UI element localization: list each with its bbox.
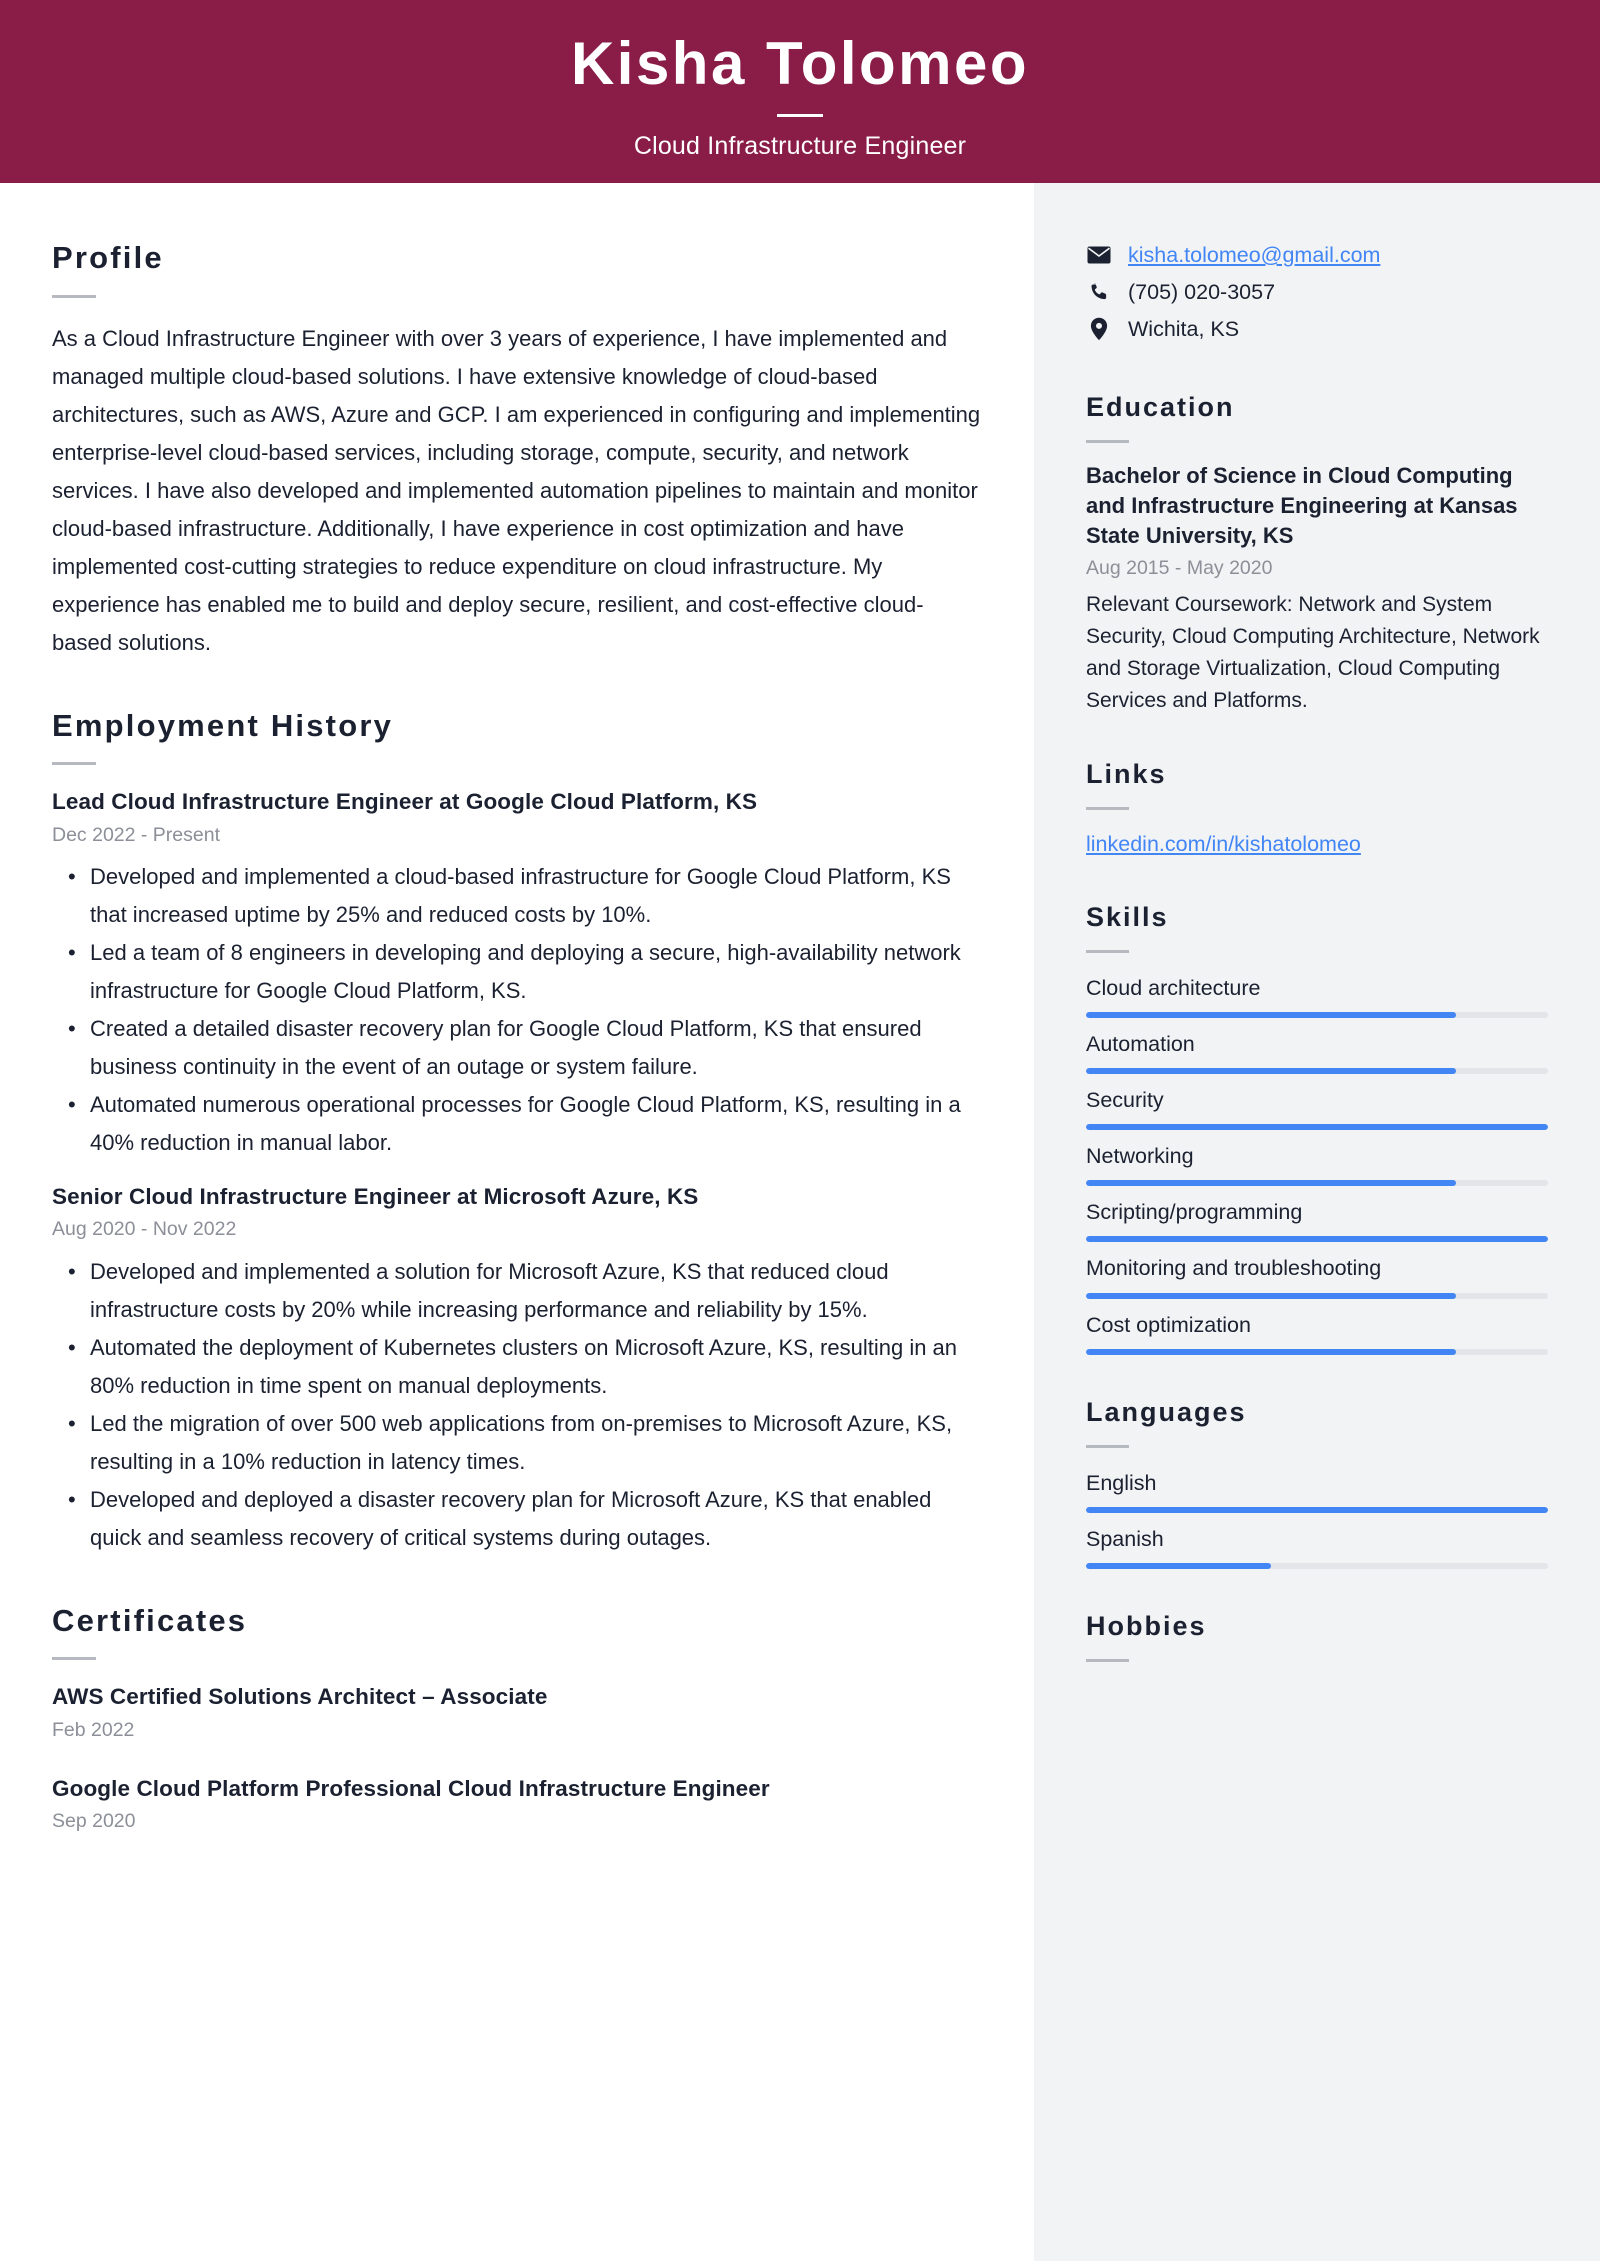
section-rule: [52, 295, 96, 298]
skill-label: Automation: [1086, 1032, 1195, 1057]
language-bar-fill: [1086, 1507, 1548, 1513]
contact-row-email[interactable]: [1086, 240, 1548, 270]
job-title: Lead Cloud Infrastructure Engineer at Google Cloud Platform, KS: [52, 789, 758, 815]
section-certificates: [52, 1603, 982, 1836]
section-education: [1086, 392, 1548, 716]
header-divider: [777, 114, 823, 117]
section-rule: [52, 762, 96, 765]
section-heading-links: Links: [1086, 758, 1167, 789]
language-bar-track: [1086, 1563, 1548, 1569]
certificate-title: AWS Certified Solutions Architect – Associate: [52, 1684, 548, 1710]
job-bullet: • Automated the deployment of Kubernetes clusters on Microsoft Azure, KS, resulting in an 80% reduction in time spent on manual deployments.: [52, 1329, 982, 1405]
certificate-date: Sep 2020: [52, 1810, 136, 1833]
job-bullet-list: [52, 858, 982, 1162]
skill-label: Security: [1086, 1088, 1164, 1113]
skill-bar-track: [1086, 1068, 1548, 1074]
location-text: Wichita, KS: [1128, 317, 1240, 342]
section-rule: [1086, 1445, 1129, 1448]
job-bullet: • Automated numerous operational processes for Google Cloud Platform, KS, resulting in a 40% reduction in manual labor.: [52, 1086, 982, 1162]
job-bullet: • Developed and implemented a cloud-based infrastructure for Google Cloud Platform, KS that increased uptime by 25% and reduced costs by 10%.: [52, 858, 982, 934]
skill-label: Cloud architecture: [1086, 975, 1261, 1000]
certificate-title: Google Cloud Platform Professional Cloud Infrastructure Engineer: [52, 1775, 770, 1801]
skill-label: Monitoring and troubleshooting: [1086, 1256, 1382, 1281]
section-skills: [1086, 902, 1548, 1355]
section-rule: [1086, 950, 1129, 953]
language-item: [1086, 1468, 1548, 1513]
envelope-icon: [1086, 246, 1112, 264]
education-date: Aug 2015 - May 2020: [1086, 557, 1273, 580]
job-bullet: • Developed and deployed a disaster recovery plan for Microsoft Azure, KS that enabled quick and seamless recovery of critical systems during outages.: [52, 1481, 982, 1557]
sidebar-column: [1034, 183, 1600, 2261]
language-item: [1086, 1524, 1548, 1569]
phone-icon: [1086, 281, 1112, 303]
resume-body: [0, 183, 1600, 2261]
section-heading-languages: Languages: [1086, 1396, 1247, 1427]
job-bullet: • Developed and implemented a solution for Microsoft Azure, KS that reduced cloud infrastructure costs by 20% while increasing performance and reliability by 15%.: [52, 1253, 982, 1329]
section-heading-hobbies: Hobbies: [1086, 1610, 1207, 1641]
certificate-entry: [52, 1774, 982, 1836]
section-heading-skills: Skills: [1086, 901, 1169, 932]
employment-entry: [52, 1182, 982, 1557]
section-languages: [1086, 1397, 1548, 1569]
language-bar-track: [1086, 1507, 1548, 1513]
job-bullet: • Created a detailed disaster recovery plan for Google Cloud Platform, KS that ensured business continuity in the event of an outage or system failure.: [52, 1010, 982, 1086]
main-column: [0, 183, 1034, 2261]
skill-item: [1086, 1141, 1548, 1186]
skill-label: Scripting/programming: [1086, 1200, 1303, 1225]
skill-item: [1086, 973, 1548, 1018]
job-title: Senior Cloud Infrastructure Engineer at Microsoft Azure, KS: [52, 1183, 699, 1209]
certificate-date: Feb 2022: [52, 1718, 135, 1741]
employment-entry: [52, 787, 982, 1162]
skill-bar-track: [1086, 1349, 1548, 1355]
profile-paragraph: As a Cloud Infrastructure Engineer with over 3 years of experience, I have implemented and managed multiple cloud-based solutions. I have extensive knowledge of cloud-based architectures, such as AWS, Azure and GCP. I am experienced in configuring and implementing enterprise-level cloud-based services, including storage, compute, security, and network services. I have also developed and implemented automation pipelines to maintain and monitor cloud-based infrastructure. Additionally, I have experience in cost optimization and have implemented cost-cutting strategies to reduce expenditure on cloud infrastructure. My experience has enabled me to build and deploy secure, resilient, and cost-effective cloud-based solutions.: [52, 325, 981, 655]
section-rule: [1086, 1659, 1129, 1662]
education-description: Relevant Coursework: Network and System Security, Cloud Computing Architecture, Network and Storage Virtualization, Cloud Computing Services and Platforms.: [1086, 592, 1540, 712]
skill-item: [1086, 1310, 1548, 1355]
skill-bar-fill: [1086, 1068, 1456, 1074]
section-heading-certificates: Certificates: [52, 1602, 248, 1638]
job-bullet-list: [52, 1253, 982, 1557]
skill-bar-fill: [1086, 1012, 1456, 1018]
job-date: Dec 2022 - Present: [52, 823, 221, 846]
section-heading-profile: Profile: [52, 240, 164, 275]
linkedin-link[interactable]: linkedin.com/in/kishatolomeo: [1086, 831, 1361, 856]
skill-bar-track: [1086, 1180, 1548, 1186]
education-degree: Bachelor of Science in Cloud Computing and Infrastructure Engineering at Kansas State University, KS: [1086, 463, 1518, 549]
section-profile: [52, 240, 982, 662]
language-label: English: [1086, 1470, 1157, 1495]
skill-item: [1086, 1085, 1548, 1130]
skill-bar-track: [1086, 1236, 1548, 1242]
section-links: [1086, 759, 1548, 860]
contact-details: [1086, 240, 1548, 344]
skill-bar-track: [1086, 1124, 1548, 1130]
skill-item: [1086, 1197, 1548, 1242]
skill-item: [1086, 1253, 1548, 1298]
skill-bar-fill: [1086, 1236, 1548, 1242]
section-hobbies: [1086, 1611, 1548, 1662]
header-job-title: Cloud Infrastructure Engineer: [633, 131, 967, 160]
section-employment-history: [52, 708, 982, 1557]
skill-bar-fill: [1086, 1293, 1456, 1299]
certificate-entry: [52, 1682, 982, 1744]
section-heading-employment: Employment History: [52, 707, 394, 743]
skill-bar-track: [1086, 1012, 1548, 1018]
phone-number: (705) 020-3057: [1128, 280, 1276, 305]
skill-bar-fill: [1086, 1349, 1456, 1355]
section-rule: [1086, 807, 1129, 810]
contact-row-phone: [1086, 277, 1548, 307]
contact-row-location: [1086, 314, 1548, 344]
skill-bar-track: [1086, 1293, 1548, 1299]
location-pin-icon: [1086, 317, 1112, 341]
skill-bar-fill: [1086, 1124, 1548, 1130]
skill-label: Cost optimization: [1086, 1312, 1251, 1337]
job-date: Aug 2020 - Nov 2022: [52, 1218, 237, 1241]
job-bullet: • Led a team of 8 engineers in developing and deploying a secure, high-availability network infrastructure for Google Cloud Platform, KS.: [52, 934, 982, 1010]
resume-header: [0, 0, 1600, 183]
skill-bar-fill: [1086, 1180, 1456, 1186]
page-title: Kisha Tolomeo: [570, 29, 1030, 97]
section-rule: [52, 1657, 96, 1660]
language-bar-fill: [1086, 1563, 1271, 1569]
skill-item: [1086, 1029, 1548, 1074]
skill-label: Networking: [1086, 1144, 1194, 1169]
job-bullet: • Led the migration of over 500 web applications from on-premises to Microsoft Azure, KS, resulting in a 10% reduction in latency times.: [52, 1405, 982, 1481]
email-link[interactable]: kisha.tolomeo@gmail.com: [1128, 243, 1381, 267]
section-rule: [1086, 440, 1129, 443]
language-label: Spanish: [1086, 1526, 1164, 1551]
section-heading-education: Education: [1086, 392, 1235, 423]
